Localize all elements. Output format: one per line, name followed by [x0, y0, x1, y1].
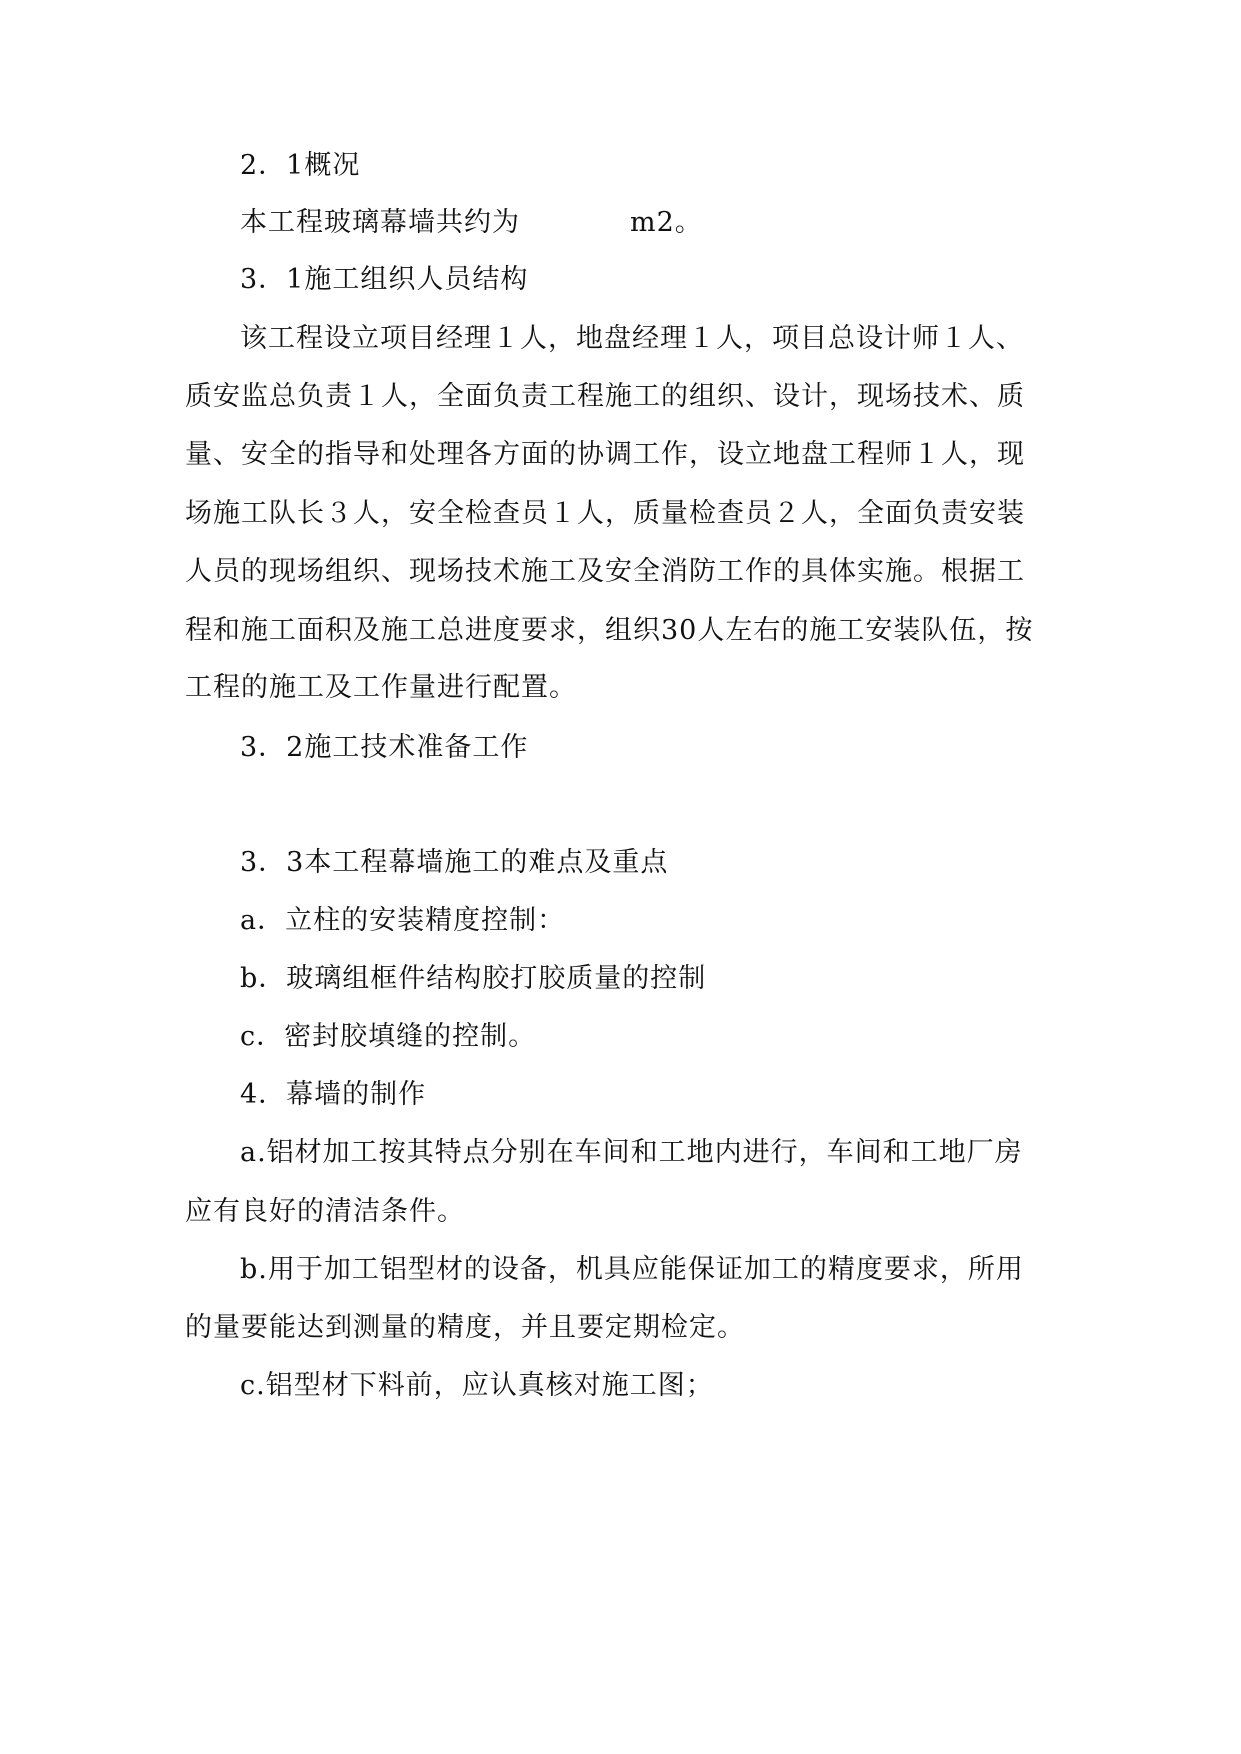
heading-3-3: 3．3本工程幕墙施工的难点及重点	[240, 847, 669, 878]
paragraph-1-line-3: 量、安全的指导和处理各方面的协调工作，设立地盘工程师１人，现	[185, 439, 1025, 470]
paragraph-2a-line-2: 应有良好的清洁条件。	[185, 1196, 465, 1227]
heading-3-2: 3．2施工技术准备工作	[240, 732, 529, 763]
paragraph-1-line-7: 工程的施工及工作量进行配置。	[185, 672, 577, 703]
list-item-c: c．密封胶填缝的控制。	[240, 1021, 537, 1052]
paragraph-1-line-4: 场施工队长３人，安全检查员１人，质量检查员２人，全面负责安装	[185, 498, 1025, 529]
paragraph-1-line-2: 质安监总负责１人，全面负责工程施工的组织、设计，现场技术、质	[185, 381, 1025, 412]
paragraph-1-line-1: 该工程设立项目经理１人，地盘经理１人，项目总设计师１人、	[240, 323, 1024, 354]
area-unit: m2。	[630, 207, 703, 238]
list-item-a: a．立柱的安装精度控制：	[240, 905, 566, 936]
area-prefix: 本工程玻璃幕墙共约为	[240, 207, 520, 238]
paragraph-2b-line-1: b.用于加工铝型材的设备，机具应能保证加工的精度要求，所用	[240, 1254, 1024, 1285]
glass-curtain-wall-area-line	[240, 205, 703, 241]
heading-4: 4．幕墙的制作	[240, 1079, 427, 1110]
paragraph-1-line-5: 人员的现场组织、现场技术施工及安全消防工作的具体实施。根据工	[185, 556, 1025, 587]
paragraph-2b-line-2: 的量要能达到测量的精度，并且要定期检定。	[185, 1312, 745, 1343]
list-item-b: b．玻璃组框件结构胶打胶质量的控制	[240, 963, 707, 994]
heading-3-1: 3．1施工组织人员结构	[240, 264, 529, 295]
paragraph-2c-line-1: c.铝型材下料前，应认真核对施工图；	[240, 1370, 714, 1401]
heading-2-1: 2．1概况	[240, 150, 361, 181]
paragraph-2a-line-1: a.铝材加工按其特点分别在车间和工地内进行，车间和工地厂房	[240, 1137, 1023, 1168]
paragraph-1-line-6: 程和施工面积及施工总进度要求，组织30人左右的施工安装队伍，按	[185, 615, 1034, 646]
